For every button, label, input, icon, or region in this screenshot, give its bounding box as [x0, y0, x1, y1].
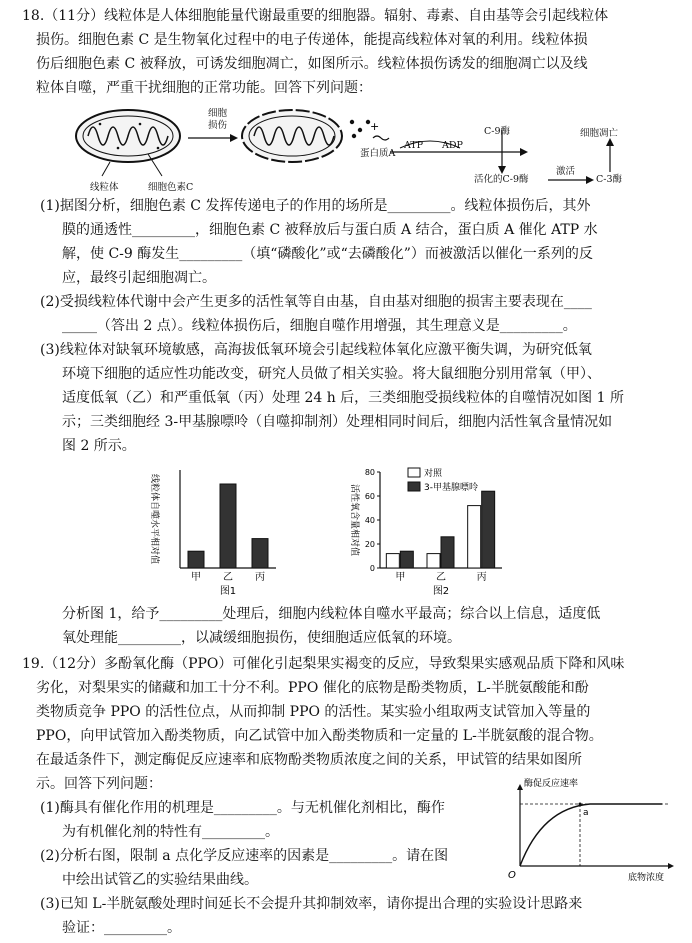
q18-1-line-2: 膜的通透性_________，细胞色素 C 被释放后与蛋白质 A 结合，蛋白质 A 催化 ATP 水 [62, 222, 598, 238]
fig2-legend-swatch-0 [408, 468, 420, 477]
fig3-y-arrow [517, 784, 523, 790]
q18-line-3: 伤后细胞色素 C 被释放，可诱发细胞凋亡，如图所示。线粒体损伤诱发的细胞凋亡以及线 [36, 56, 588, 72]
label-cytochrome-c: 细胞色素C [148, 182, 194, 193]
q18-3-line-5: 图 2 所示。 [62, 438, 136, 454]
fig2-legend-label-1: 3-甲基腺嘌呤 [424, 483, 478, 493]
fig1-y-label: 线粒体自噬水平相对值 [149, 473, 159, 565]
fig3-point-a-label: a [583, 808, 589, 818]
q19-line-5: 在最适条件下，测定酶促反应速率和底物酚类物质浓度之间的关系，甲试管的结果如图所 [36, 752, 582, 768]
q18-3-line-3: 适度低氧（乙）和严重低氧（丙）处理 24 h 后，三类细胞受损线粒体的自噬情况如图 1 所 [62, 390, 624, 406]
fig1-bar-0 [188, 551, 204, 568]
fig2-y-tick-label-2: 40 [364, 516, 375, 525]
fig2-bar-0-2 [468, 506, 481, 568]
q19-line-6: 示。回答下列问题： [36, 776, 162, 792]
q19-line-2: 劣化，对梨果实的储藏和加工十分不利。PPO 催化的底物是酚类物质，L-半胱氨酸能和酚 [36, 680, 589, 696]
label-c9-enzyme: C-9酶 [484, 126, 511, 137]
q19-2-line-2: 中绘出试管乙的实验结果曲线。 [62, 872, 258, 888]
fig2-y-tick-label-4: 80 [364, 468, 375, 477]
q19-line-3: 类物质竞争 PPO 的活性位点，从而抑制 PPO 的活性。某实验小组取两支试管加入等量的 [36, 704, 591, 720]
label-protein-a: 蛋白质A [360, 148, 396, 159]
fig2-bar-1-2 [482, 491, 495, 568]
mitochondrion-intact [76, 110, 180, 162]
mitochondrion-damaged [242, 110, 342, 162]
figure-1-chart [138, 462, 288, 602]
q18-2-line-2: _____（答出 2 点）。线粒体损伤后，细胞自噬作用增强，其生理意义是_________。 [62, 318, 577, 334]
svg-text:+: + [370, 120, 380, 133]
q18-line-4: 粒体自噬，严重干扰细胞的正常功能。回答下列问题： [36, 80, 372, 96]
q18-3-line-2: 环境下细胞的适应性功能改变，研究人员做了相关实验。将大鼠细胞分别用常氧（甲）、 [62, 366, 601, 382]
q18-1-line-4: 应，最终引起细胞凋亡。 [62, 270, 216, 286]
q18-analysis-line-2: 氧处理能_________，以减缓细胞损伤，使细胞适应低氧的环境。 [62, 630, 461, 646]
q18-3-line-4: 示；三类细胞经 3-甲基腺嘌呤（自噬抑制剂）处理相同时间后，细胞内活性氧含量情况如 [62, 414, 613, 430]
fig2-y-tick-label-0: 0 [369, 564, 375, 573]
fig3-curve [520, 804, 662, 866]
label-c3-enzyme: C-3酶 [596, 174, 623, 185]
label-atp: ATP [404, 140, 424, 151]
label-apoptosis: 细胞凋亡 [580, 128, 619, 139]
fig2-bar-1-1 [441, 537, 454, 568]
q18-1-line-1: (1)据图分析，细胞色素 C 发挥传递电子的作用的场所是_________。线粒体损伤后，其外 [40, 198, 591, 214]
fig2-bar-0-1 [427, 554, 440, 568]
fig2-y-label: 活性氧含量相对值 [349, 483, 359, 557]
q19-2-line-1: (2)分析右图，限制 a 点化学反应速率的因素是_________。请在图 [40, 848, 449, 864]
fig3-point-a [579, 803, 582, 806]
fig2-tick-label-0: 甲 [395, 572, 406, 583]
fig1-bar-1 [220, 484, 236, 568]
q18-analysis-line-1: 分析图 1，给予_________处理后，细胞内线粒体自噬水平最高；综合以上信息，适度低 [62, 606, 601, 622]
fig3-x-arrow [668, 863, 674, 869]
q19-1-line-1: (1)酶具有催化作用的机理是_________。与无机催化剂相比，酶作 [40, 800, 445, 816]
q18-line-1: 18.（11分）线粒体是人体细胞能量代谢最重要的细胞器。辐射、毒素、自由基等会引起线粒体 [22, 8, 609, 24]
label-adp: ADP [442, 140, 463, 151]
fig2-bar-0-0 [386, 554, 399, 568]
q18-2-line-1: (2)受损线粒体代谢中会产生更多的活性氧等自由基，自由基对细胞的损害主要表现在____ [40, 294, 592, 310]
q19-1-line-2: 为有机催化剂的特性有_________。 [62, 824, 279, 840]
fig2-legend-label-0: 对照 [424, 469, 443, 479]
figure-2-chart [344, 462, 544, 602]
fig2-tick-label-2: 丙 [476, 572, 487, 583]
q19-3-line-2: 验证：_________。 [62, 920, 181, 936]
q19-3-line-1: (3)已知 L-半胱氨酸处理时间延长不会提升其抑制效率，请你提出合理的实验设计思路来 [40, 896, 583, 912]
fig2-y-tick-label-3: 60 [364, 492, 375, 501]
label-cell-damage-2: 损伤 [208, 120, 228, 131]
fig2-legend-swatch-1 [408, 482, 420, 491]
label-mitochondrion: 线粒体 [90, 182, 119, 193]
q18-3-line-1: (3)线粒体对缺氧环境敏感，高海拔低氧环境会引起线粒体氧化应激平衡失调，为研究低氧 [40, 342, 592, 358]
fig3-origin-label: O [508, 870, 516, 881]
enzyme-rate-chart [500, 778, 680, 884]
q18-1-line-3: 解，使 C-9 酶发生_________（填“磷酸化”或“去磷酸化”）而被激活以催化一系列的反 [62, 246, 593, 262]
label-activated-c9: 活化的C-9酶 [474, 174, 529, 185]
fig1-tick-label-2: 丙 [255, 572, 265, 583]
fig2-bar-1-0 [400, 551, 413, 568]
fig1-tick-label-0: 甲 [191, 572, 201, 583]
fig2-tick-label-1: 乙 [436, 572, 446, 583]
label-activate: 激活 [556, 166, 576, 177]
q19-line-4: PPO，向甲试管加入酚类物质，向乙试管中加入酚类物质和一定量的 L-半胱氨酸的混合物。 [36, 728, 603, 744]
fig3-x-label: 底物浓度 [628, 873, 665, 883]
fig1-tick-label-1: 乙 [223, 572, 233, 583]
fig3-y-label: 酶促反应速率 [524, 779, 579, 789]
fig1-title: 图1 [219, 586, 237, 597]
fig2-y-tick-label-1: 20 [364, 540, 375, 549]
q18-line-2: 损伤。细胞色素 C 是生物氧化过程中的电子传递体，能提高线粒体对氧的利用。线粒体损 [36, 32, 588, 48]
label-cell-damage-1: 细胞 [208, 108, 228, 119]
q19-line-1: 19.（12分）多酚氧化酶（PPO）可催化引起梨果实褐变的反应，导致梨果实感观品质下降和风味 [22, 656, 625, 672]
fig1-bar-2 [252, 539, 268, 568]
fig2-title: 图2 [432, 586, 450, 597]
